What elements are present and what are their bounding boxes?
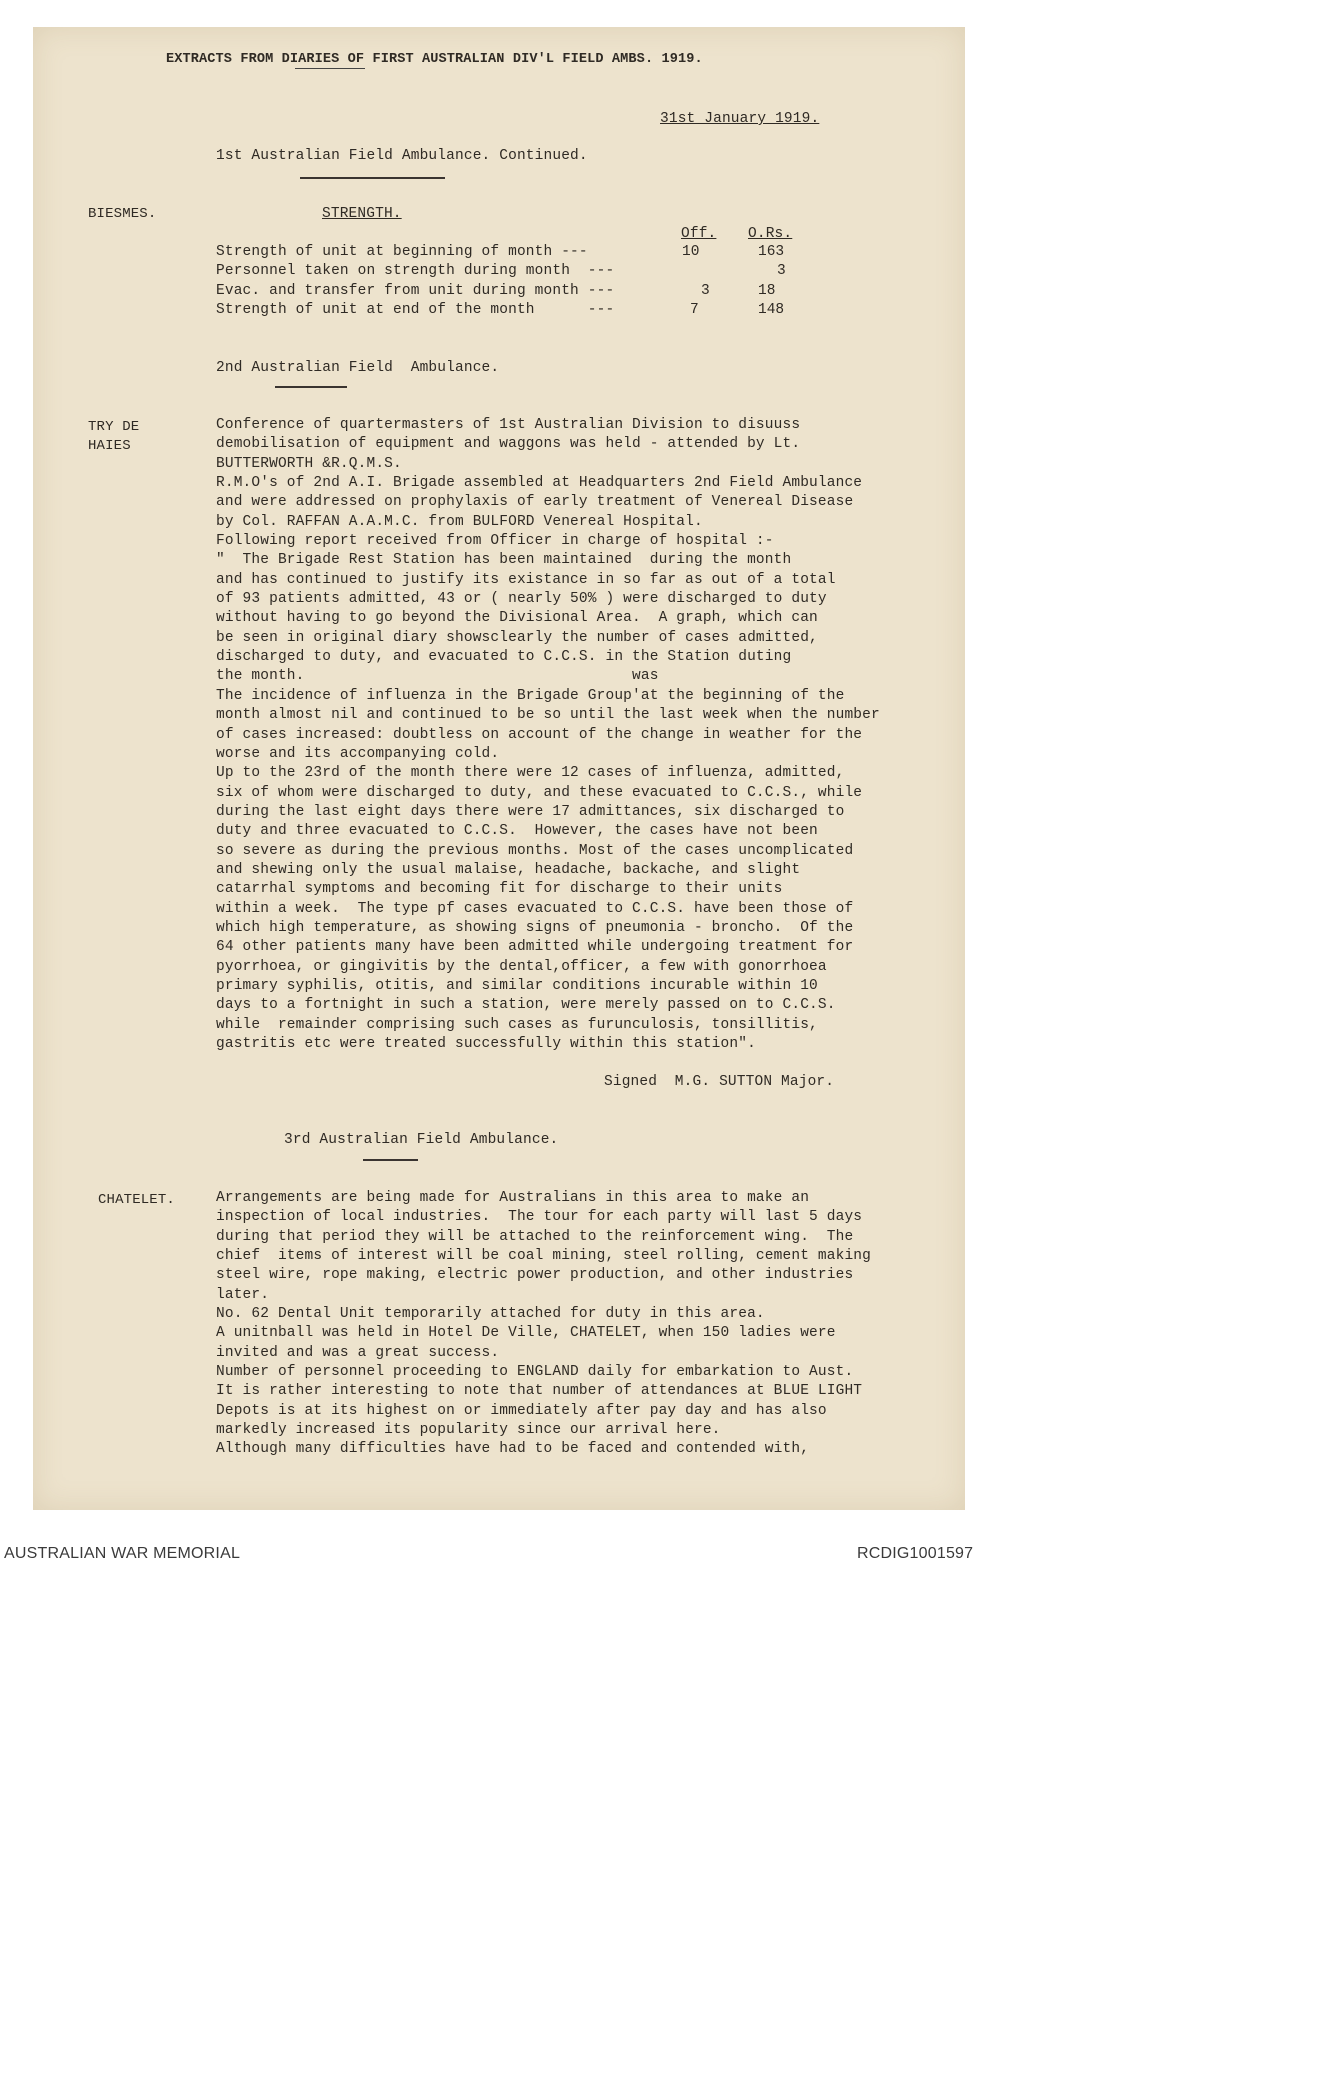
body-line: The incidence of influenza in the Brigade Group'at the beginning of the — [216, 687, 845, 704]
strength-row-off: 3 — [701, 283, 710, 299]
strength-row-label: Personnel taken on strength during month --- — [216, 263, 615, 279]
body-line: six of whom were discharged to duty, and these evacuated to C.C.S., while — [216, 784, 863, 801]
body-line: chief items of interest will be coal mining, steel rolling, cement making — [216, 1248, 872, 1265]
section2-place: HAIES — [88, 438, 131, 454]
section2-heading-rule — [275, 386, 347, 388]
section3-place: CHATELET. — [98, 1192, 175, 1208]
body-line: days to a fortnight in such a station, were merely passed on to C.C.S. — [216, 997, 836, 1014]
body-line: during the last eight days there were 17 admittances, six discharged to — [216, 803, 845, 820]
title-underline — [295, 68, 365, 69]
body-line: while remainder comprising such cases as furunculosis, tonsillitis, — [216, 1016, 818, 1033]
body-line: steel wire, rope making, electric power production, and other industries — [216, 1267, 854, 1284]
body-line: Following report received from Officer in charge of hospital :- — [216, 533, 774, 550]
body-line: worse and its accompanying cold. — [216, 745, 500, 762]
body-line: gastritis etc were treated successfully within this station". — [216, 1036, 756, 1052]
body-line: BUTTERWORTH &R.Q.M.S. — [216, 455, 402, 472]
section1-heading: 1st Australian Field Ambulance. Continued. — [216, 148, 588, 164]
body-line: pyorrhoea, or gingivitis by the dental,officer, a few with gonorrhoea — [216, 958, 827, 975]
body-line: A unitnball was held in Hotel De Ville, CHATELET, when 150 ladies were — [216, 1325, 836, 1342]
footer-record-id: RCDIG1001597 — [857, 1545, 974, 1562]
body-line: primary syphilis, otitis, and similar conditions incurable within 10 — [216, 977, 818, 994]
document-date: 31st January 1919. — [660, 111, 820, 127]
body-line: markedly increased its popularity since our arrival here. — [216, 1422, 721, 1439]
signature-line: Signed M.G. SUTTON Major. — [604, 1074, 835, 1090]
body-line: and were addressed on prophylaxis of early treatment of Venereal Disease — [216, 494, 854, 511]
body-line: Up to the 23rd of the month there were 12 cases of influenza, admitted, — [216, 765, 845, 782]
body-line: " The Brigade Rest Station has been maintained during the month — [216, 552, 792, 569]
strength-heading: STRENGTH. — [322, 206, 402, 222]
section3-body — [216, 1189, 951, 1460]
body-line: of 93 patients admitted, 43 or ( nearly 50% ) were discharged to duty — [216, 591, 827, 608]
body-line: Conference of quartermasters of 1st Australian Division to disuuss — [216, 417, 801, 433]
section2-place: TRY DE — [88, 419, 140, 435]
body-line: within a week. The type pf cases evacuated to C.C.S. have been those of — [216, 900, 854, 917]
strength-row-off: 7 — [690, 302, 699, 318]
document-title: EXTRACTS FROM DIARIES OF FIRST AUSTRALIAN DIV'L FIELD AMBS. 1919. — [166, 52, 703, 67]
body-line: It is rather interesting to note that number of attendances at BLUE LIGHT — [216, 1383, 863, 1400]
strength-row-label: Strength of unit at beginning of month --- — [216, 244, 588, 260]
body-line: R.M.O's of 2nd A.I. Brigade assembled at Headquarters 2nd Field Ambulance — [216, 475, 863, 492]
body-line: of cases increased: doubtless on account of the change in weather for the — [216, 726, 863, 743]
body-line: Arrangements are being made for Australians in this area to make an — [216, 1190, 810, 1206]
body-line: be seen in original diary showsclearly the number of cases admitted, — [216, 629, 818, 646]
body-line: Depots is at its highest on or immediately after pay day and has also — [216, 1402, 827, 1419]
section2-heading: 2nd Australian Field Ambulance. — [216, 360, 500, 376]
section2-body — [216, 416, 951, 1054]
body-line: invited and was a great success. — [216, 1344, 500, 1361]
strength-row-ors: 18 — [758, 283, 776, 299]
body-line: so severe as during the previous months. Most of the cases uncomplicated — [216, 842, 854, 859]
body-line: Although many difficulties have had to be faced and contended with, — [216, 1441, 810, 1458]
body-line: duty and three evacuated to C.C.S. However, the cases have not been — [216, 823, 818, 840]
body-line: by Col. RAFFAN A.A.M.C. from BULFORD Venereal Hospital. — [216, 513, 703, 530]
strength-row-off: 10 — [682, 244, 700, 260]
section1-heading-rule — [300, 177, 445, 179]
body-line: and shewing only the usual malaise, headache, backache, and slight — [216, 861, 801, 878]
body-line: discharged to duty, and evacuated to C.C.S. in the Station duting — [216, 649, 792, 666]
strength-row-ors: 148 — [758, 302, 785, 318]
col-off-header: Off. — [681, 226, 717, 242]
strength-row-ors: 163 — [758, 244, 785, 260]
strength-row-label: Strength of unit at end of the month --- — [216, 302, 615, 318]
body-line: month almost nil and continued to be so until the last week when the number — [216, 707, 880, 724]
section1-place: BIESMES. — [88, 206, 157, 222]
body-line: No. 62 Dental Unit temporarily attached for duty in this area. — [216, 1306, 765, 1323]
strength-row-ors: 3 — [777, 263, 786, 279]
col-ors-header: O.Rs. — [748, 226, 793, 242]
section3-heading: 3rd Australian Field Ambulance. — [284, 1132, 559, 1148]
body-line: the month. was — [216, 668, 659, 685]
body-line: Number of personnel proceeding to ENGLAND daily for embarkation to Aust. — [216, 1364, 854, 1381]
section3-heading-rule — [363, 1159, 418, 1161]
body-line: and has continued to justify its existance in so far as out of a total — [216, 571, 836, 588]
body-line: which high temperature, as showing signs of pneumonia - broncho. Of the — [216, 919, 854, 936]
body-line: 64 other patients many have been admitted while undergoing treatment for — [216, 939, 854, 956]
body-line: during that period they will be attached to the reinforcement wing. The — [216, 1228, 854, 1245]
body-line: catarrhal symptoms and becoming fit for discharge to their units — [216, 881, 783, 898]
body-line: without having to go beyond the Divisional Area. A graph, which can — [216, 610, 818, 627]
body-line: demobilisation of equipment and waggons was held - attended by Lt. — [216, 436, 801, 453]
body-line: later. — [216, 1286, 270, 1303]
strength-row-label: Evac. and transfer from unit during month --- — [216, 283, 615, 299]
footer-institution: AUSTRALIAN WAR MEMORIAL — [4, 1545, 241, 1562]
body-line: inspection of local industries. The tour for each party will last 5 days — [216, 1209, 863, 1226]
